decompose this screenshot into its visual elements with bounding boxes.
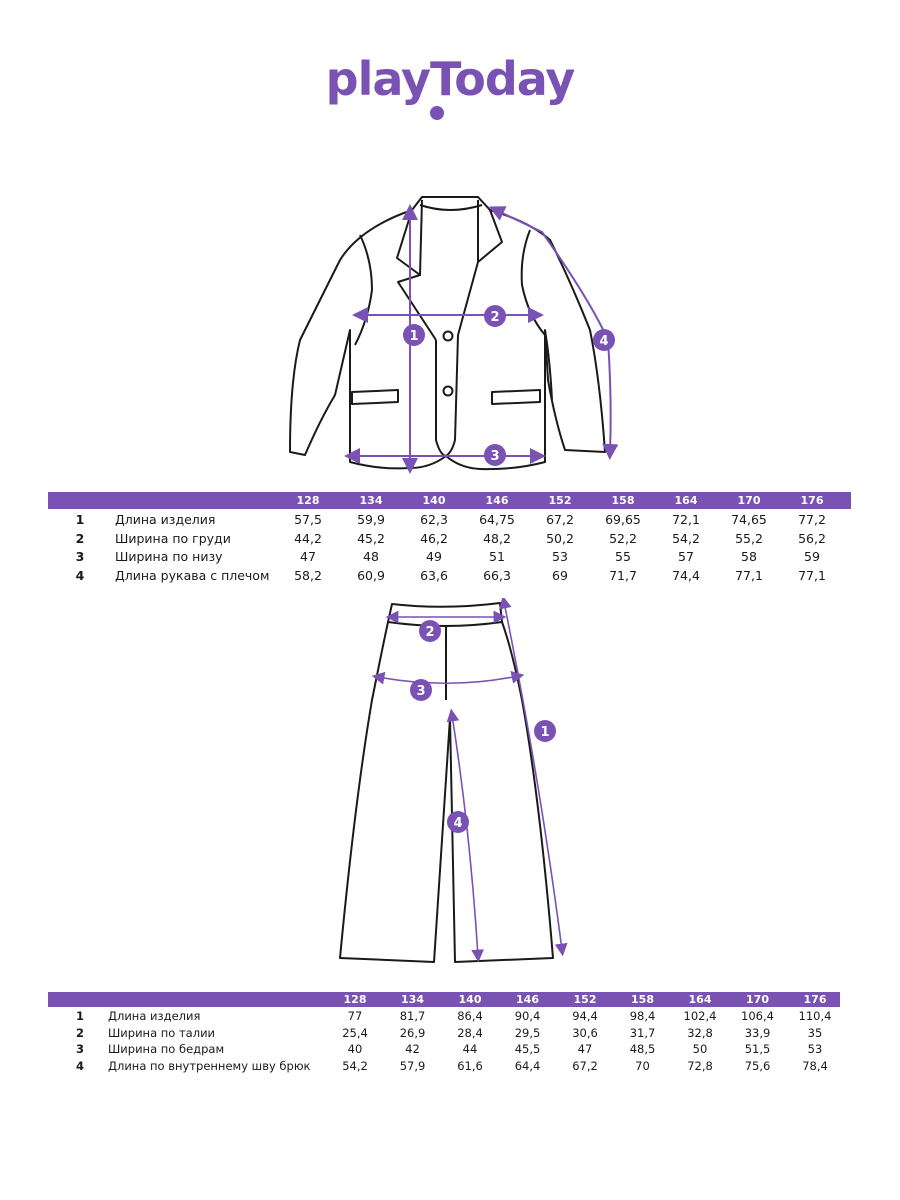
brand-logo-dot [430,106,444,120]
pants-size-176: 176 [803,993,827,1006]
pants-size-146: 146 [516,993,539,1006]
jacket-size-176: 176 [800,494,824,507]
row-value: 106,4 [741,1009,774,1023]
row-value: 58,2 [294,567,322,583]
row-value: 55 [615,549,631,564]
row-value: 29,5 [514,1025,541,1040]
row-label: Ширина по бедрам [108,1042,225,1056]
row-value: 74,4 [672,567,700,583]
svg-text:1: 1 [540,725,550,740]
row-value: 55,2 [735,530,763,546]
row-value: 58 [741,549,757,564]
row-number: 1 [75,512,85,527]
row-value: 64,4 [514,1058,541,1073]
row-value: 40 [347,1042,363,1056]
jacket-size-170: 170 [737,494,761,507]
svg-text:2: 2 [490,310,500,325]
svg-text:4: 4 [453,816,463,831]
row-number: 3 [75,549,85,564]
row-value: 59 [804,549,820,564]
row-label: Ширина по низу [115,549,223,564]
svg-text:4: 4 [599,334,609,349]
pants-badge-4 [447,811,469,833]
row-value: 77,1 [798,567,826,583]
table-row [48,512,851,530]
row-value: 54,2 [672,530,700,546]
row-value: 77,1 [735,567,763,583]
pants-size-158: 158 [631,993,654,1006]
row-value: 81,7 [399,1009,426,1023]
row-value: 94,4 [572,1009,598,1023]
row-value: 47 [300,549,316,564]
jacket-badge-1 [403,324,425,346]
row-value: 33,9 [744,1025,771,1040]
row-value: 48 [363,549,379,564]
pants-size-152: 152 [573,993,597,1006]
row-value: 25,4 [342,1025,368,1040]
jacket-size-152: 152 [548,494,572,507]
row-value: 70 [635,1058,650,1073]
table-row [48,1009,840,1027]
row-value: 47 [577,1042,593,1056]
table-row [48,1059,840,1077]
jacket-size-128: 128 [296,494,320,507]
row-value: 67,2 [572,1058,598,1073]
jacket-size-header [48,492,851,509]
row-value: 59,9 [357,512,385,527]
row-number: 1 [75,1009,84,1023]
row-value: 62,3 [420,512,448,527]
row-value: 86,4 [457,1009,483,1023]
row-value: 52,2 [609,530,637,546]
row-value: 45,5 [514,1042,541,1056]
row-value: 54,2 [342,1058,368,1073]
pants-badge-2 [419,620,441,642]
row-number: 2 [75,1025,84,1040]
pants-size-128: 128 [343,993,367,1006]
row-value: 71,7 [609,567,637,583]
row-value: 98,4 [629,1009,656,1023]
row-label: Ширина по груди [115,530,231,546]
row-value: 46,2 [420,530,448,546]
row-value: 66,3 [483,567,511,583]
table-row [48,568,851,586]
table-row [48,1026,840,1044]
row-value: 53 [552,549,568,564]
row-value: 51,5 [744,1042,771,1056]
svg-text:2: 2 [425,625,435,640]
row-value: 31,7 [629,1025,656,1040]
svg-text:1: 1 [409,329,419,344]
row-value: 57 [678,549,694,564]
row-value: 32,8 [687,1025,713,1040]
row-number: 3 [75,1042,84,1056]
pants-size-164: 164 [688,993,712,1006]
pants-illustration [0,598,900,973]
jacket-size-146: 146 [485,494,509,507]
jacket-size-table [48,492,851,587]
row-value: 110,4 [798,1009,832,1023]
pants-size-134: 134 [401,993,424,1006]
row-label: Ширина по талии [108,1025,216,1040]
row-value: 28,4 [457,1025,483,1040]
jacket-badge-3 [484,444,506,466]
jacket-badge-4 [593,329,615,351]
jacket-size-158: 158 [611,494,635,507]
row-value: 72,8 [687,1058,713,1073]
row-value: 57,5 [294,512,322,527]
brand-logo [0,52,900,132]
jacket-badge-2 [484,305,506,327]
row-number: 4 [75,1058,84,1073]
row-number: 2 [75,530,85,546]
row-value: 90,4 [514,1009,541,1023]
table-row [48,549,851,567]
jacket-size-140: 140 [422,494,446,507]
row-value: 44,2 [294,530,322,546]
row-value: 63,6 [420,567,448,583]
row-value: 35 [807,1025,823,1040]
row-value: 78,4 [802,1058,828,1073]
jacket-size-164: 164 [674,494,698,507]
row-value: 44 [462,1042,478,1056]
row-value: 49 [426,549,442,564]
svg-text:3: 3 [490,449,500,464]
row-value: 50,2 [546,530,574,546]
pants-badge-1 [534,720,556,742]
pants-size-table [48,992,840,1074]
row-value: 72,1 [672,512,700,527]
row-label: Длина изделия [115,512,216,527]
row-label: Длина по внутреннему шву брюк [108,1058,311,1073]
row-number: 4 [75,567,85,583]
table-row [48,531,851,549]
row-value: 48,2 [483,530,511,546]
row-value: 26,9 [399,1025,426,1040]
jacket-size-134: 134 [359,494,383,507]
row-value: 42 [405,1042,420,1056]
row-value: 77,2 [798,512,826,527]
table-row [48,1042,840,1060]
row-value: 77 [347,1009,363,1023]
pants-size-170: 170 [746,993,769,1006]
row-label: Длина изделия [108,1009,201,1023]
row-value: 57,9 [399,1058,426,1073]
row-value: 30,6 [572,1025,598,1040]
svg-text:3: 3 [416,684,426,699]
pants-size-140: 140 [458,993,482,1006]
row-value: 69 [552,567,568,583]
row-value: 102,4 [683,1009,717,1023]
row-value: 48,5 [629,1042,656,1056]
row-value: 64,75 [479,512,515,527]
row-value: 56,2 [798,530,826,546]
row-value: 50 [692,1042,708,1056]
row-value: 60,9 [357,567,385,583]
jacket-illustration [0,185,900,475]
row-label: Длина рукава с плечом [115,567,270,583]
row-value: 67,2 [546,512,574,527]
row-value: 51 [489,549,505,564]
pants-badge-3 [410,679,432,701]
row-value: 74,65 [731,512,767,527]
row-value: 75,6 [744,1058,771,1073]
row-value: 69,65 [605,512,641,527]
pants-size-header [48,992,840,1007]
row-value: 53 [807,1042,823,1056]
row-value: 45,2 [357,530,385,546]
row-value: 61,6 [457,1058,483,1073]
brand-logo-text: playToday [325,52,575,106]
